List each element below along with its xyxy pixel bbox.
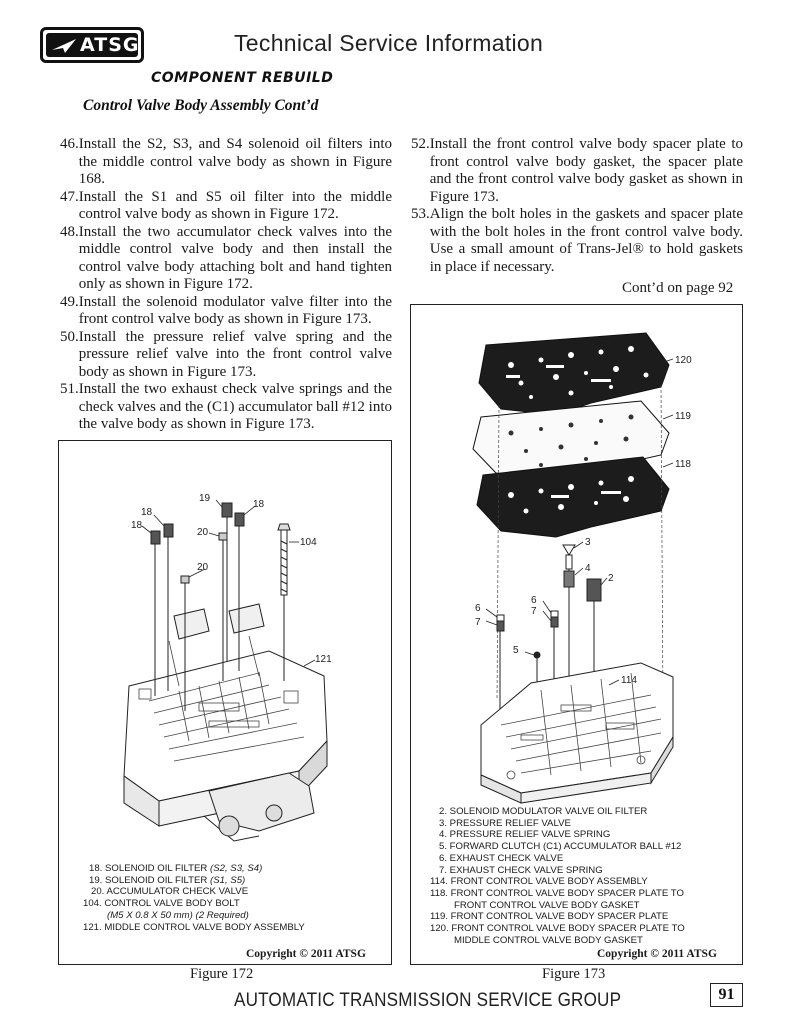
callout-19: 19: [199, 493, 211, 504]
figure-173: [410, 304, 743, 965]
step-53: 53. Align the bolt holes in the gaskets and spacer plate with the bolt holes in the front control valve body. Use a small amount of Trans-Jel® to hold gaskets in place if necessary.: [411, 206, 743, 275]
callout-18: 18: [131, 520, 143, 531]
figure-172-legend: [83, 863, 305, 933]
steps-right-column: [411, 136, 743, 276]
steps-left-column: [60, 136, 392, 434]
plane-logo-icon: [51, 37, 77, 55]
step-50: 50. Install the pressure relief valve spring and the pressure relief valve into the front control valve body as shown in Figure 173.: [60, 328, 392, 380]
section-title: COMPONENT REBUILD: [151, 70, 334, 86]
figure-173-legend: [430, 806, 685, 946]
legend-item: MIDDLE CONTROL VALVE BODY GASKET: [454, 934, 643, 946]
callout-2: 2: [608, 573, 614, 584]
legend-item: 121. MIDDLE CONTROL VALVE BODY ASSEMBLY: [83, 921, 305, 933]
legend-item: 6. EXHAUST CHECK VALVE: [439, 852, 564, 864]
figure-172-caption: Figure 172: [190, 966, 254, 982]
callout-18: 18: [141, 507, 153, 518]
legend-item: 20. ACCUMULATOR CHECK VALVE: [91, 886, 249, 898]
callout-3: 3: [585, 537, 591, 548]
legend-item: 5. FORWARD CLUTCH (C1) ACCUMULATOR BALL #12: [439, 841, 682, 853]
legend-item: 7. EXHAUST CHECK VALVE SPRING: [439, 864, 603, 876]
legend-item: 114. FRONT CONTROL VALVE BODY ASSEMBLY: [430, 876, 648, 888]
callout-20: 20: [197, 562, 209, 573]
callout-7: 7: [531, 606, 537, 617]
legend-item: 4. PRESSURE RELIEF VALVE SPRING: [439, 829, 611, 841]
legend-item: 118. FRONT CONTROL VALVE BODY SPACER PLATE TO: [430, 887, 684, 899]
copyright: Copyright © 2011 ATSG: [597, 948, 717, 960]
callout-104: 104: [300, 537, 317, 548]
callout-18: 18: [253, 499, 265, 510]
continued-note: Cont’d on page 92: [622, 280, 734, 296]
callout-6: 6: [531, 595, 537, 606]
figure-173-caption: Figure 173: [542, 966, 606, 982]
callout-20: 20: [197, 527, 209, 538]
callout-119: 119: [675, 411, 691, 422]
step-46: 46. Install the S2, S3, and S4 solenoid oil filters into the middle control valve body as shown in Figure 168.: [60, 136, 392, 187]
legend-item: 19. SOLENOID OIL FILTER (S1, S5): [89, 874, 246, 886]
legend-item: 3. PRESSURE RELIEF VALVE: [439, 817, 571, 829]
footer-org: AUTOMATIC TRANSMISSION SERVICE GROUP: [234, 990, 622, 1011]
legend-item: 119. FRONT CONTROL VALVE BODY SPACER PLATE: [430, 911, 669, 923]
step-51: 51. Install the two exhaust check valve springs and the check valves and the (C1) accumulator ball #12 into the valve body as shown in Figure 173.: [60, 381, 392, 432]
legend-item: 18. SOLENOID OIL FILTER (S2, S3, S4): [89, 863, 263, 874]
callout-5: 5: [513, 645, 519, 656]
callout-4: 4: [585, 563, 591, 574]
callout-118: 118: [675, 459, 691, 470]
legend-item: 104. CONTROL VALVE BODY BOLT: [83, 898, 240, 910]
legend-item: 2. SOLENOID MODULATOR VALVE OIL FILTER: [439, 806, 648, 817]
step-47: 47. Install the S1 and S5 oil filter into the middle control valve body as shown in Figure 172.: [60, 188, 392, 222]
legend-item: FRONT CONTROL VALVE BODY GASKET: [454, 899, 640, 911]
callout-7: 7: [475, 617, 481, 628]
page-title: Technical Service Information: [234, 30, 544, 56]
legend-item: (M5 X 0.8 X 50 mm) (2 Required): [107, 909, 249, 921]
callout-121: 121: [315, 654, 332, 665]
step-52: 52. Install the front control valve body spacer plate to front control valve body gasket, the spacer plate and the front control valve body gasket as shown in Figure 173.: [411, 136, 743, 205]
atsg-logo: [40, 27, 144, 63]
legend-item: 120. FRONT CONTROL VALVE BODY SPACER PLATE TO: [430, 923, 685, 935]
callout-120: 120: [675, 355, 692, 366]
callout-6: 6: [475, 603, 481, 614]
logo-text: ATSG: [80, 34, 140, 56]
step-48: 48. Install the two accumulator check valves into the middle control valve body and then install the control valve body attaching bolt and hand tighten only as shown in Figure 172.: [60, 223, 392, 292]
callout-114: 114: [621, 675, 637, 686]
subsection-title: Control Valve Body Assembly Cont’d: [83, 97, 319, 114]
figure-172: [58, 440, 392, 965]
step-49: 49. Install the solenoid modulator valve filter into the front control valve body as shown in Figure 173.: [60, 293, 392, 327]
copyright: Copyright © 2011 ATSG: [246, 948, 366, 960]
page-number: 91: [710, 983, 743, 1007]
